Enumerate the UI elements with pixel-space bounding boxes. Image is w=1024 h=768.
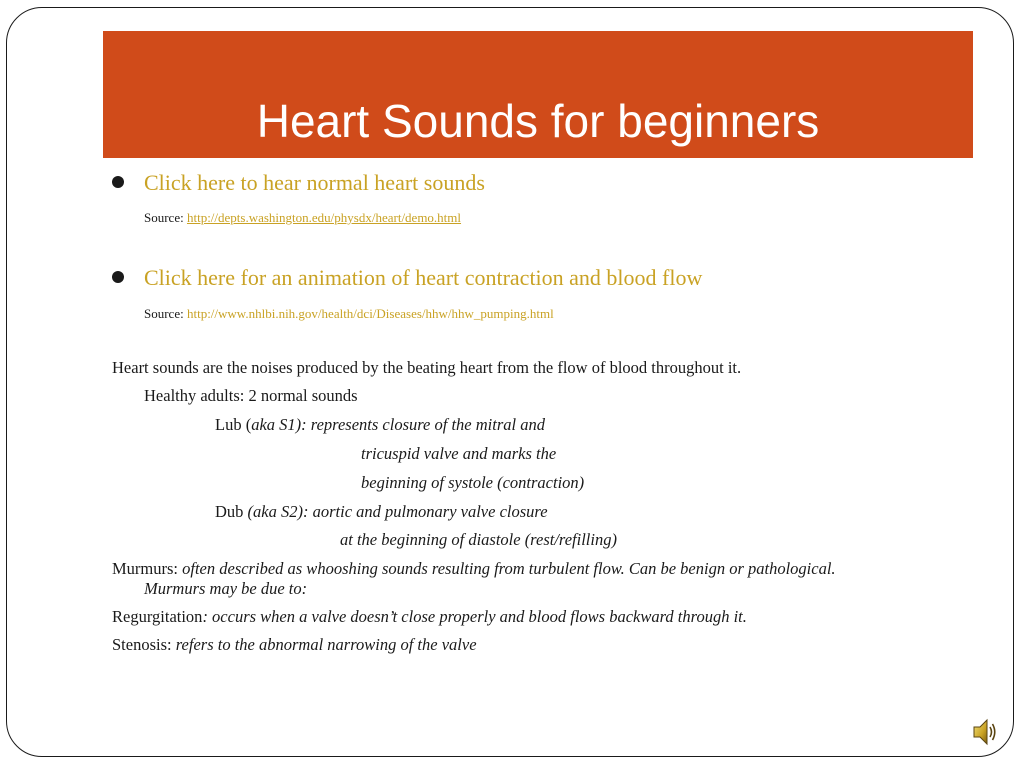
lub-description-2: tricuspid valve and marks the — [361, 444, 557, 463]
murmurs-label: Murmurs: — [112, 559, 183, 578]
regurgitation-description: : occurs when a valve doesn’t close properly and blood flows backward through it. — [202, 607, 747, 626]
healthy-adults-text: Healthy adults: 2 normal sounds — [144, 386, 358, 405]
slide-title: Heart Sounds for beginners — [256, 95, 820, 147]
source-label: Source: — [144, 306, 184, 321]
speaker-icon[interactable] — [972, 716, 998, 748]
lub-description: aka S1): represents closure of the mitral and — [251, 415, 545, 434]
regurgitation-label: Regurgitation — [112, 607, 203, 626]
murmurs-line — [112, 559, 836, 579]
title-band — [103, 31, 973, 158]
dub-description: (aka S2): aortic and pulmonary valve closure — [247, 502, 548, 521]
lub-label: Lub ( — [215, 415, 252, 434]
bullet-icon — [112, 176, 124, 188]
bullet-icon — [112, 271, 124, 283]
animation-link[interactable]: Click here for an animation of heart contraction and blood flow — [144, 265, 703, 290]
intro-text: Heart sounds are the noises produced by the beating heart from the flow of blood throughout it. — [112, 358, 742, 377]
regurgitation-line — [112, 607, 747, 627]
lub-description-3: beginning of systole (contraction) — [361, 473, 585, 492]
source-link-heart-sounds[interactable]: http://depts.washington.edu/physdx/heart/demo.html — [186, 210, 462, 225]
stenosis-line — [112, 635, 477, 655]
murmurs-description-2: Murmurs may be due to: — [144, 579, 308, 598]
source-label: Source: — [144, 210, 184, 225]
dub-line — [215, 502, 548, 522]
source-line-animation — [144, 306, 554, 322]
murmurs-description: often described as whooshing sounds resulting from turbulent flow. Can be benign or pathological. — [182, 559, 836, 578]
dub-description-2: at the beginning of diastole (rest/refilling) — [340, 530, 617, 549]
stenosis-label: Stenosis: — [112, 635, 176, 654]
lub-line — [215, 415, 545, 435]
heart-sounds-link[interactable]: Click here to hear normal heart sounds — [144, 170, 485, 195]
stenosis-description: refers to the abnormal narrowing of the valve — [175, 635, 477, 654]
source-link-animation[interactable]: http://www.nhlbi.nih.gov/health/dci/Diseases/hhw/hhw_pumping.html — [186, 306, 554, 321]
speaker-icon-graphic — [972, 716, 998, 748]
source-line-heart-sounds — [144, 210, 461, 226]
dub-label: Dub — [215, 502, 248, 521]
